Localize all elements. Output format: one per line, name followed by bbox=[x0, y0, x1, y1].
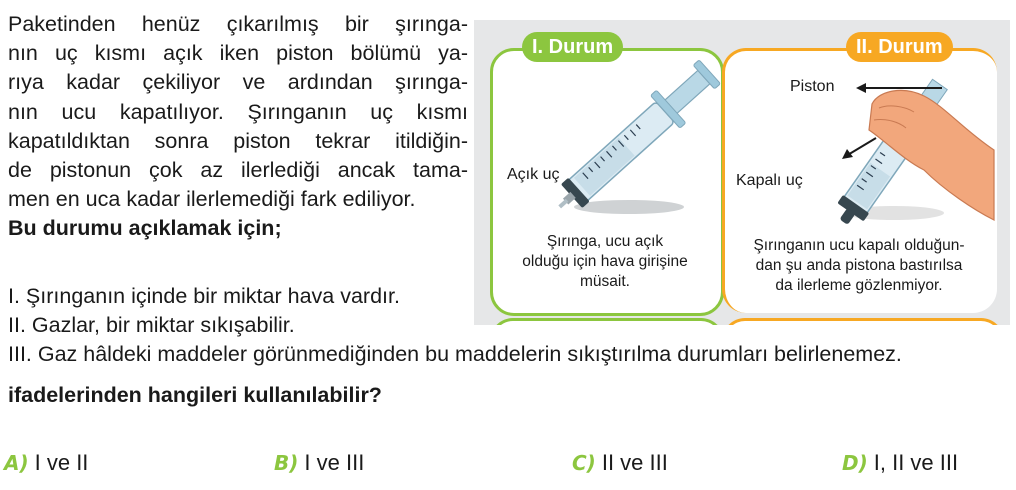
problem-line: Paketinden henüz çıkarılmış bir şırınga- bbox=[8, 12, 468, 36]
problem-line: nın ucu kapatılıyor. Şırınganın uç kısmı bbox=[8, 99, 468, 124]
option-text: II ve III bbox=[601, 450, 668, 475]
piston-label: Piston bbox=[790, 78, 835, 95]
problem-line: de pistonun çok az ilerlediği ancak tama- bbox=[8, 158, 468, 183]
option-d[interactable] bbox=[842, 450, 958, 476]
syringe-closed-tip-icon bbox=[826, 72, 994, 235]
explain-heading: Bu durumu açıklamak için; bbox=[8, 216, 282, 241]
question-text: ifadelerinden hangileri kullanılabilir? bbox=[8, 383, 382, 407]
open-tip-label: Açık uç bbox=[507, 166, 560, 183]
problem-line: nın uç kısmı açık iken piston bölümü ya- bbox=[8, 41, 468, 66]
caption-line: da ilerleme gözlenmiyor. bbox=[775, 277, 943, 294]
case-2-caption bbox=[728, 236, 990, 296]
syringe-figure bbox=[474, 20, 1010, 325]
statement-3: III. Gaz hâldeki maddeler görünmediğinden bu maddelerin sıkıştırılma durumları belirlenemez. bbox=[8, 342, 902, 366]
option-letter: D) bbox=[842, 451, 868, 475]
problem-text bbox=[8, 10, 468, 244]
problem-line: kapatıldıktan sonra piston tekrar itildiğin- bbox=[8, 128, 468, 153]
statement-2: II. Gazlar, bir miktar sıkışabilir. bbox=[8, 313, 295, 337]
caption-line: olduğu için hava girişine bbox=[522, 253, 688, 270]
caption-line: Şırınganın ucu kapalı olduğun- bbox=[753, 237, 965, 254]
caption-line: müsait. bbox=[580, 273, 630, 290]
option-letter: B) bbox=[274, 451, 299, 475]
statement-1: I. Şırınganın içinde bir miktar hava vardır. bbox=[8, 284, 400, 308]
option-text: I ve III bbox=[304, 450, 365, 475]
problem-line: men en uca kadar ilerlemediği fark ediliyor. bbox=[8, 187, 416, 212]
option-a[interactable] bbox=[4, 450, 88, 476]
option-letter: C) bbox=[572, 451, 596, 475]
syringe-open-tip-icon bbox=[545, 55, 725, 223]
caption-line: Şırınga, ucu açık bbox=[546, 233, 664, 250]
closed-tip-label: Kapalı uç bbox=[736, 172, 803, 189]
caption-line: dan şu anda pistona bastırılsa bbox=[755, 257, 963, 274]
option-letter: A) bbox=[4, 451, 29, 475]
case-1-badge: I. Durum bbox=[522, 32, 623, 62]
case-1-caption bbox=[500, 232, 710, 292]
problem-line: rıya kadar çekiliyor ve ardından şırınga- bbox=[8, 70, 468, 95]
option-text: I, II ve III bbox=[873, 450, 959, 475]
option-text: I ve II bbox=[34, 450, 89, 475]
option-c[interactable] bbox=[572, 450, 668, 476]
case-2-badge: II. Durum bbox=[846, 32, 953, 62]
option-b[interactable] bbox=[274, 450, 364, 476]
